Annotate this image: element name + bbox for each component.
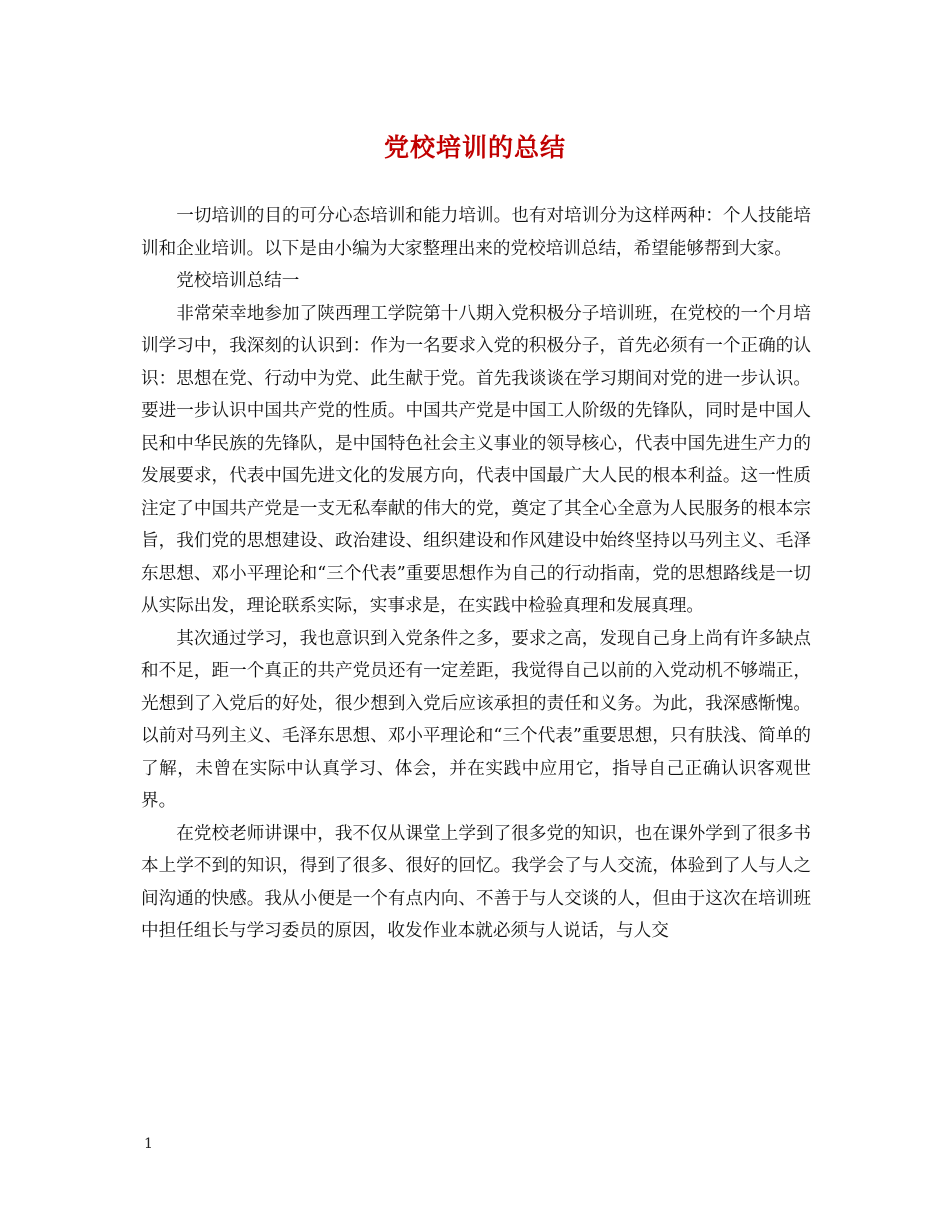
paragraph: 在党校老师讲课中，我不仅从课堂上学到了很多党的知识，也在课外学到了很多书本上学不到的知识，得到了很多、很好的回忆。我学会了与人交流，体验到了人与人之间沟通的快感。我从小便是一个有点内向、不善于与人交谈的人，但由于这次在培训班中担任组长与学习委员的原因，收发作业本就必须与人说话，与人交: [141, 823, 811, 941]
paragraph: 一切培训的目的可分心态培训和能力培训。也有对培训分为这样两种：个人技能培训和企业培训。以下是由小编为大家整理出来的党校培训总结，希望能够帮到大家。: [141, 206, 811, 259]
page-number: 1: [144, 1136, 153, 1152]
paragraph: 非常荣幸地参加了陕西理工学院第十八期入党积极分子培训班，在党校的一个月培训学习中，我深刻的认识到：作为一名要求入党的积极分子，首先必须有一个正确的认识：思想在党、行动中为党、此生献于党。首先我谈谈在学习期间对党的进一步认识。要进一步认识中国共产党的性质。中国共产党是中国工人阶级的先锋队，同时是中国人民和中华民族的先锋队，是中国特色社会主义事业的领导核心，代表中国先进生产力的发展要求，代表中国先进文化的发展方向，代表中国最广大人民的根本利益。这一性质注定了中国共产党是一支无私奉献的伟大的党，奠定了其全心全意为人民服务的根本宗旨，我们党的思想建设、政治建设、组织建设和作风建设中始终坚持以马列主义、毛泽东思想、邓小平理论和“三个代表”重要思想作为自己的行动指南，党的思想路线是一切从实际出发，理论联系实际，实事求是，在实践中检验真理和发展真理。: [141, 303, 811, 616]
paragraph: 其次通过学习，我也意识到入党条件之多，要求之高，发现自己身上尚有许多缺点和不足，距一个真正的共产党员还有一定差距，我觉得自己以前的入党动机不够端正，光想到了入党后的好处，很少想到入党后应该承担的责任和义务。为此，我深感惭愧。以前对马列主义、毛泽东思想、邓小平理论和“三个代表”重要思想，只有肤浅、简单的了解，未曾在实际中认真学习、体会，并在实践中应用它，指导自己正确认识客观世界。: [141, 628, 811, 811]
document-title: 党校培训的总结: [383, 133, 566, 162]
section-heading: 党校培训总结一: [176, 271, 300, 291]
document-body: [141, 200, 811, 948]
